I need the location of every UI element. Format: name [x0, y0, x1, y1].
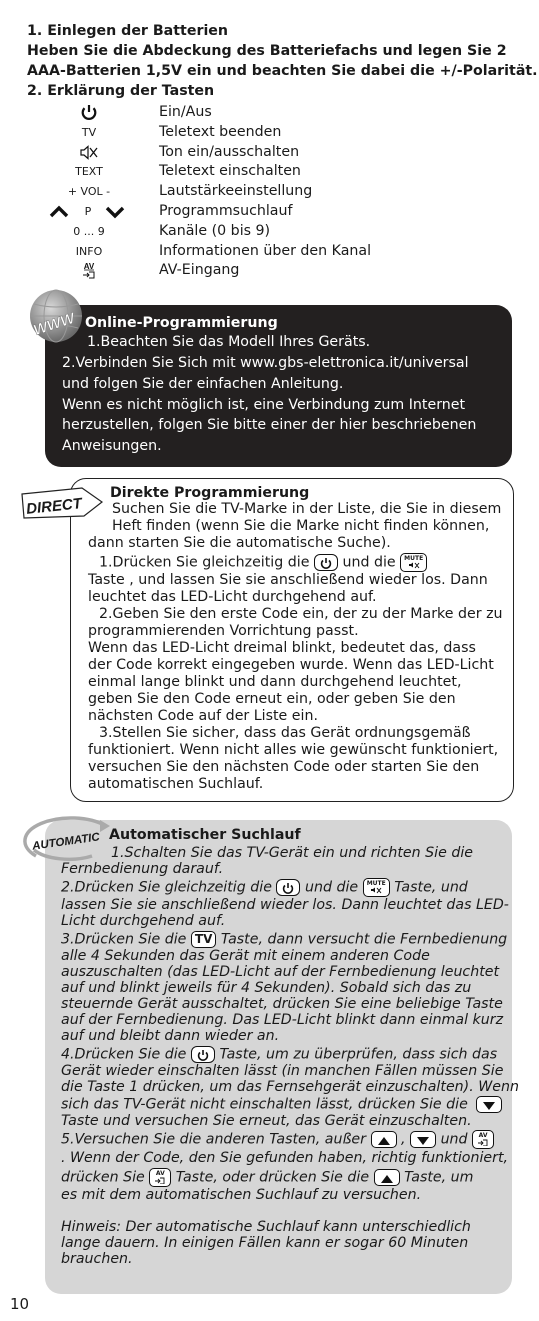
online-line-3: und folgen Sie der einfachen Anleitung. — [62, 376, 344, 392]
power-key-icon — [314, 554, 338, 571]
online-programming-box — [45, 305, 512, 467]
online-line-4: Wenn es nicht möglich ist, eine Verbindung zum Internet — [62, 397, 466, 413]
key-row-vol — [60, 182, 360, 202]
direct-line-step1 — [99, 553, 427, 572]
auto-line: alle 4 Sekunden das Gerät mit einem anderen Code — [61, 948, 430, 964]
auto-text: Taste, um zu überprüfen, dass sich das — [219, 1046, 498, 1063]
auto-line-step3 — [61, 931, 507, 948]
auto-text: drücken Sie — [61, 1169, 145, 1186]
key-row-mute — [60, 143, 360, 163]
key-desc: Teletext beenden — [159, 123, 282, 140]
key-desc: Ton ein/ausschalten — [159, 143, 300, 160]
auto-line: 1.Schalten Sie das TV-Gerät ein und richten Sie die — [111, 845, 474, 861]
mute-key-icon — [400, 553, 427, 572]
online-line-1: 1.Beachten Sie das Modell Ihres Geräts. — [87, 334, 371, 350]
direct-line: Heft finden (wenn Sie die Marke nicht finden können, — [112, 518, 490, 534]
auto-title: Automatischer Suchlauf — [109, 827, 301, 843]
key-symbol: 0 ... 9 — [73, 224, 105, 238]
auto-line: auf und blinkt jeweils für 4 Sekunden). Sobald sich das zu — [61, 980, 472, 996]
key-row-av — [60, 261, 360, 281]
auto-line-step5 — [61, 1130, 494, 1149]
auto-line: Licht durchgehend auf. — [61, 913, 226, 929]
direct-title: Direkte Programmierung — [110, 485, 310, 501]
key-symbol: + VOL - — [67, 185, 111, 199]
direct-text: 1.Drücken Sie gleichzeitig die — [99, 554, 310, 571]
power-icon — [60, 103, 118, 122]
auto-line: auf der Fernbedienung. Das LED-Licht blinkt dann einmal kurz — [61, 1012, 504, 1028]
key-row-tv — [60, 123, 360, 143]
online-line-2: 2.Verbinden Sie Sich mit www.gbs-elettronica.it/universal — [62, 355, 469, 371]
tv-key-icon: TV — [191, 931, 216, 948]
www-badge-label: WWW — [31, 309, 77, 340]
key-desc: Ein/Aus — [159, 104, 212, 120]
auto-line: auszuschalten (das LED-Licht auf der Fernbedienung leuchtet — [61, 964, 500, 980]
auto-text: 2.Drücken Sie gleichzeitig die — [61, 879, 272, 896]
auto-line-down — [61, 1096, 502, 1113]
av-key-label: AV — [155, 1170, 165, 1177]
mute-key-icon — [363, 878, 390, 897]
auto-text: 5.Versuchen Sie die anderen Tasten, außer — [61, 1131, 366, 1148]
key-row-info — [60, 242, 372, 262]
auto-text: , — [401, 1131, 406, 1148]
www-globe-icon — [20, 284, 84, 348]
av-key-icon — [472, 1130, 494, 1149]
power-key-icon — [276, 879, 300, 896]
direct-line: automatischen Suchlauf. — [88, 776, 264, 792]
direct-line: dann starten Sie die automatische Suche). — [88, 535, 391, 551]
key-desc: Lautstärkeeinstellung — [159, 183, 313, 200]
auto-text: 3.Drücken Sie die — [61, 931, 187, 948]
key-desc: Teletext einschalten — [159, 163, 301, 180]
auto-line: Gerät wieder einschalten lässt (in manchen Fällen müssen Sie — [61, 1063, 504, 1079]
direct-line: der Code korrekt eingegeben wurde. Wenn das LED-Licht — [88, 657, 494, 673]
direct-badge-label: DIRECT — [25, 495, 83, 518]
automatic-badge-label: AUTOMATIC — [31, 831, 101, 853]
auto-text: und — [440, 1131, 468, 1148]
direct-line: Suchen Sie die TV-Marke in der Liste, die Sie in diesem — [112, 501, 502, 517]
direct-line: Wenn das LED-Licht dreimal blinkt, bedeutet das, dass — [88, 640, 476, 656]
section-1-heading: 1. Einlegen der Batterien — [27, 23, 229, 39]
av-key-icon — [149, 1168, 171, 1187]
auto-text: Taste, dann versucht die Fernbedienung — [220, 931, 508, 948]
direct-badge — [20, 484, 104, 526]
auto-line: Fernbedienung darauf. — [61, 861, 224, 877]
down-key-icon — [476, 1096, 502, 1113]
key-row-power — [60, 103, 360, 123]
auto-line: es mit dem automatischen Suchlauf zu versuchen. — [61, 1187, 422, 1203]
auto-text: Taste, und — [394, 879, 468, 896]
direct-programming-box — [70, 478, 514, 802]
auto-line: auf und bleibt dann wieder an. — [61, 1028, 280, 1044]
online-line-5: herzustellen, folgen Sie bitte einer der hier beschriebenen — [62, 417, 477, 433]
key-row-program — [60, 202, 360, 222]
direct-text: und die — [342, 554, 396, 571]
direct-line: 2.Geben Sie den erste Code ein, der zu der Marke der zu — [99, 606, 503, 622]
auto-line: die Taste 1 drücken, um das Fernsehgerät einzuschalten). Wenn — [61, 1079, 519, 1095]
auto-text: Taste, um — [404, 1169, 474, 1186]
up-key-icon — [371, 1131, 397, 1148]
down-key-icon — [410, 1131, 436, 1148]
auto-line-step2 — [61, 878, 468, 897]
key-symbol: INFO — [75, 244, 103, 258]
chevron-up-icon — [48, 202, 70, 221]
mute-key-label: MUTE — [366, 880, 386, 887]
key-symbol: TEXT — [75, 165, 103, 179]
direct-line: nächsten Code auf der Liste ein. — [88, 708, 318, 724]
mute-icon — [60, 143, 118, 162]
direct-line: funktioniert. Wenn nicht alles wie gewünscht funktioniert, — [88, 742, 499, 758]
chevron-down-icon — [104, 202, 126, 221]
key-desc: Informationen über den Kanal — [159, 242, 372, 259]
auto-line: Taste und versuchen Sie erneut, das Gerät einzuschalten. — [61, 1113, 472, 1129]
online-line-6: Anweisungen. — [62, 438, 162, 454]
mute-key-label: MUTE — [404, 555, 424, 562]
note-line: Hinweis: Der automatische Suchlauf kann unterschiedlich — [61, 1219, 471, 1235]
online-title: Online-Programmierung — [85, 315, 278, 331]
key-desc: Kanäle (0 bis 9) — [159, 222, 271, 239]
av-input-icon — [60, 261, 118, 281]
auto-line: steuernde Gerät ausschaltet, drücken Sie eine beliebige Taste — [61, 996, 503, 1012]
auto-text: 4.Drücken Sie die — [61, 1046, 187, 1063]
key-row-text — [60, 162, 360, 182]
auto-line-step5b — [61, 1168, 474, 1187]
direct-line: programmierenden Vorrichtung passt. — [88, 623, 359, 639]
direct-line: leuchtet das LED-Licht durchgehend auf. — [88, 589, 377, 605]
page-number: 10 — [10, 1295, 30, 1313]
auto-text: und die — [304, 879, 359, 896]
direct-line: einmal lange blinkt und dann durchgehend leuchtet, — [88, 674, 462, 690]
key-table — [60, 103, 372, 281]
av-key-label: AV — [478, 1132, 488, 1139]
section-1-line-1: Heben Sie die Abdeckung des Batteriefachs und legen Sie 2 — [27, 43, 507, 59]
section-1-line-2: AAA-Batterien 1,5V ein und beachten Sie dabei die +/-Polarität. — [27, 63, 538, 79]
av-icon-label: AV — [83, 262, 95, 272]
note-line: lange dauern. In einigen Fällen kann er sogar 60 Minuten — [61, 1235, 469, 1251]
automatic-search-box — [45, 820, 519, 1294]
auto-line-step4 — [61, 1046, 497, 1063]
direct-line: 3.Stellen Sie sicher, dass das Gerät ordnungsgemäß — [99, 725, 471, 741]
auto-text: sich das TV-Gerät nicht einschalten lässt, drücken Sie die — [61, 1096, 468, 1113]
automatic-badge — [22, 812, 112, 868]
key-symbol: TV — [81, 125, 97, 139]
up-key-icon — [374, 1169, 400, 1186]
direct-line: geben Sie den Code erneut ein, oder geben Sie den — [88, 691, 456, 707]
note-line: brauchen. — [61, 1251, 133, 1267]
power-key-icon — [191, 1046, 215, 1063]
key-symbol: P — [84, 204, 92, 218]
key-row-digits — [60, 222, 360, 242]
auto-text: Taste, oder drücken Sie die — [175, 1169, 370, 1186]
auto-line: . Wenn der Code, den Sie gefunden haben, richtig funktioniert, — [61, 1150, 509, 1166]
key-desc: Programmsuchlauf — [159, 202, 293, 219]
key-desc: AV-Eingang — [159, 262, 240, 279]
auto-line: lassen Sie sie anschließend wieder los. Dann leuchtet das LED- — [61, 897, 509, 913]
direct-line: versuchen Sie den nächsten Code oder starten Sie den — [88, 759, 480, 775]
direct-line: Taste , und lassen Sie sie anschließend wieder los. Dann — [88, 572, 488, 588]
section-2-heading: 2. Erklärung der Tasten — [27, 83, 215, 99]
